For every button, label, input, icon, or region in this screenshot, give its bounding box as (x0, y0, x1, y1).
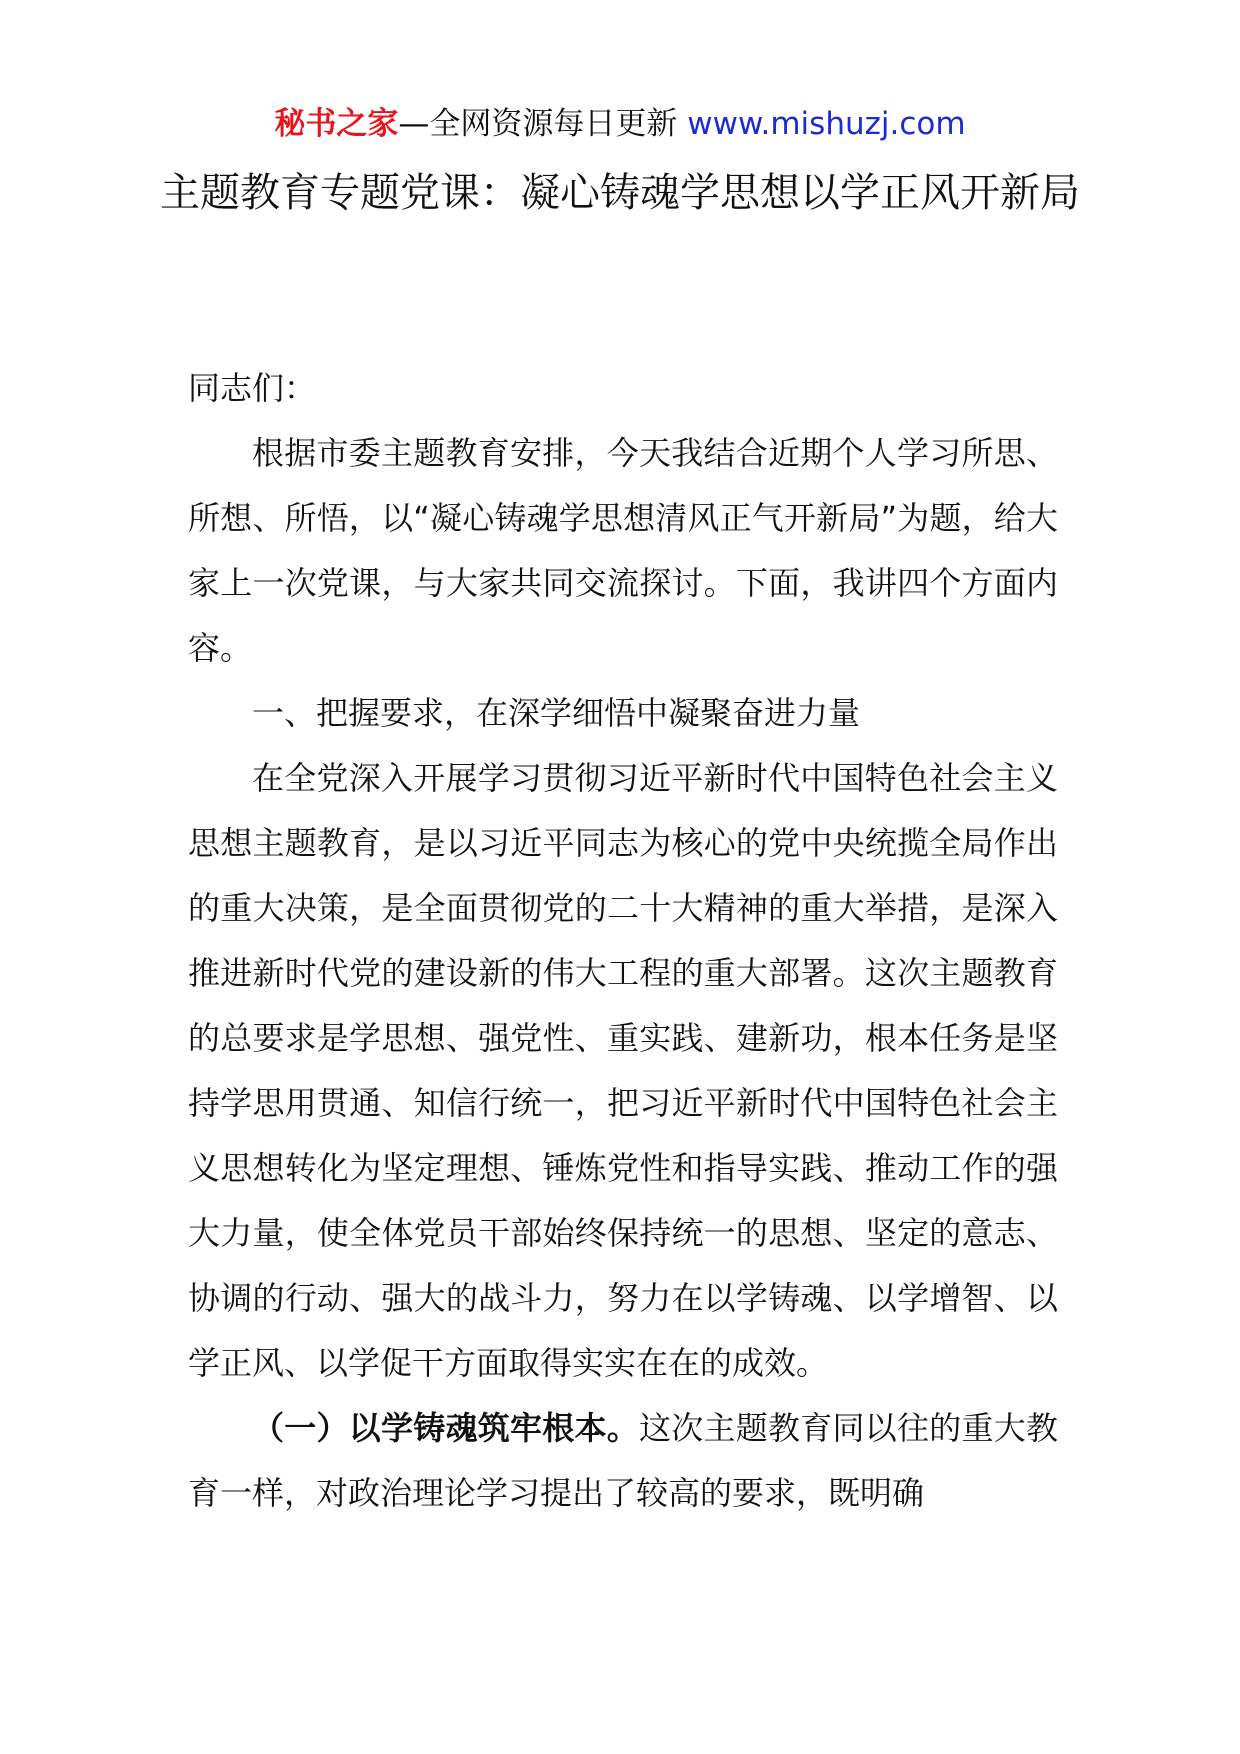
subsection-lead: （一）以学铸魂筑牢根本。 (252, 1409, 639, 1447)
paragraph-subsection-1 (188, 1396, 1058, 1526)
salutation: 同志们： (188, 369, 317, 407)
paragraph-intro: 根据市委主题教育安排，今天我结合近期个人学习所思、所想、所悟，以“凝心铸魂学思想清风正气开新局”为题，给大家上一次党课，与大家共同交流探讨。下面，我讲四个方面内容。 (188, 434, 1058, 667)
paragraph-requirements: 在全党深入开展学习贯彻习近平新时代中国特色社会主义思想主题教育，是以习近平同志为核心的党中央统揽全局作出的重大决策，是全面贯彻党的二十大精神的重大举措，是深入推进新时代党的建设新的伟大工程的重大部署。这次主题教育的总要求是学思想、强党性、重实践、建新功，根本任务是坚持学思用贯通、知信行统一，把习近平新时代中国特色社会主义思想转化为坚定理想、锤炼党性和指导实践、推动工作的强大力量，使全体党员干部始终保持统一的思想、坚定的意志、协调的行动、强大的战斗力，努力在以学铸魂、以学增智、以学正风、以学促干方面取得实实在在的成效。 (188, 759, 1058, 1382)
document-title: 主题教育专题党课：凝心铸魂学思想以学正风开新局 (160, 170, 1080, 216)
document-body (188, 356, 1058, 1526)
site-url-link[interactable]: www.mishuzj.com (687, 106, 966, 142)
header-tagline: —全网资源每日更新 (398, 106, 688, 142)
brand-name: 秘书之家 (274, 106, 399, 142)
subsection-text: 这次主题教育同以往的重大教育一样，对政治理论学习提出了较高的要求，既明确 (188, 1409, 1058, 1512)
section-heading-1: 一、把握要求，在深学细悟中凝聚奋进力量 (252, 694, 861, 732)
site-header (0, 100, 1240, 148)
